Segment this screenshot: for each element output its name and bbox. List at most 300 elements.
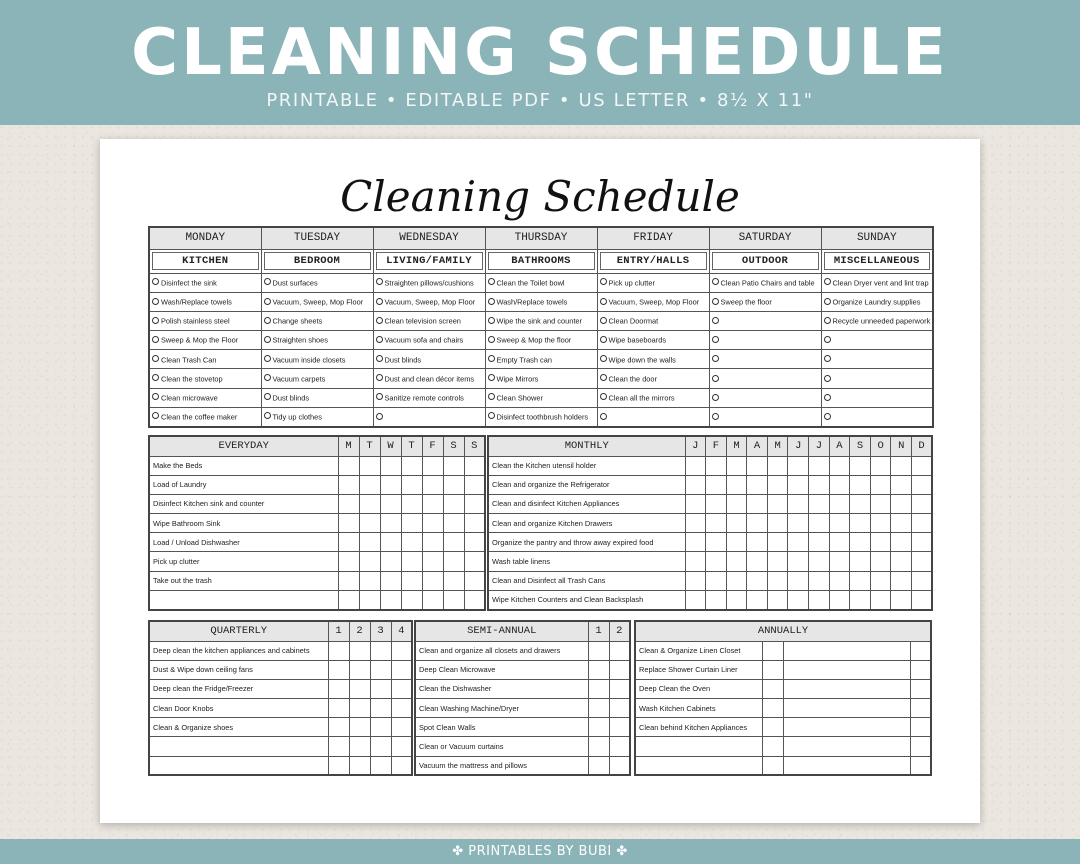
check-cell[interactable] bbox=[783, 699, 910, 718]
check-cell[interactable] bbox=[401, 571, 422, 590]
check-cell[interactable] bbox=[685, 533, 706, 552]
checkbox-circle-icon[interactable] bbox=[488, 393, 495, 400]
check-cell[interactable] bbox=[349, 756, 370, 775]
check-cell[interactable] bbox=[829, 494, 850, 513]
check-cell[interactable] bbox=[870, 475, 891, 494]
check-cell[interactable] bbox=[910, 699, 931, 718]
check-cell[interactable] bbox=[338, 571, 359, 590]
check-cell[interactable] bbox=[401, 475, 422, 494]
check-cell[interactable] bbox=[912, 494, 933, 513]
check-cell[interactable] bbox=[762, 699, 783, 718]
checkbox-circle-icon[interactable] bbox=[712, 413, 719, 420]
checkbox-circle-icon[interactable] bbox=[152, 355, 159, 362]
check-cell[interactable] bbox=[422, 571, 443, 590]
check-cell[interactable] bbox=[706, 552, 727, 571]
check-cell[interactable] bbox=[464, 552, 485, 571]
check-cell[interactable] bbox=[726, 514, 747, 533]
check-cell[interactable] bbox=[588, 718, 609, 737]
checkbox-circle-icon[interactable] bbox=[824, 394, 831, 401]
checkbox-circle-icon[interactable] bbox=[152, 412, 159, 419]
check-cell[interactable] bbox=[609, 718, 630, 737]
check-cell[interactable] bbox=[609, 679, 630, 698]
check-cell[interactable] bbox=[912, 552, 933, 571]
check-cell[interactable] bbox=[422, 475, 443, 494]
checkbox-circle-icon[interactable] bbox=[264, 336, 271, 343]
task-cell bbox=[261, 331, 373, 350]
checkbox-circle-icon[interactable] bbox=[264, 412, 271, 419]
check-cell[interactable] bbox=[850, 571, 871, 590]
check-cell[interactable] bbox=[464, 475, 485, 494]
check-cell[interactable] bbox=[685, 571, 706, 590]
check-cell[interactable] bbox=[809, 514, 830, 533]
check-cell[interactable] bbox=[809, 571, 830, 590]
check-cell[interactable] bbox=[910, 679, 931, 698]
check-cell[interactable] bbox=[829, 475, 850, 494]
period-column-header: A bbox=[747, 436, 768, 456]
checkbox-circle-icon[interactable] bbox=[264, 374, 271, 381]
check-cell[interactable] bbox=[422, 533, 443, 552]
checkbox-circle-icon[interactable] bbox=[152, 278, 159, 285]
room-header-row bbox=[149, 249, 933, 273]
check-cell[interactable] bbox=[422, 494, 443, 513]
check-cell[interactable] bbox=[588, 679, 609, 698]
checkbox-circle-icon[interactable] bbox=[152, 336, 159, 343]
check-cell[interactable] bbox=[685, 590, 706, 609]
check-cell[interactable] bbox=[370, 679, 391, 698]
table-row bbox=[488, 456, 932, 475]
check-cell[interactable] bbox=[391, 660, 412, 679]
checkbox-circle-icon[interactable] bbox=[712, 317, 719, 324]
check-cell[interactable] bbox=[829, 456, 850, 475]
checkbox-circle-icon[interactable] bbox=[600, 317, 607, 324]
check-cell[interactable] bbox=[912, 475, 933, 494]
checkbox-circle-icon[interactable] bbox=[376, 355, 383, 362]
check-cell[interactable] bbox=[850, 514, 871, 533]
check-cell[interactable] bbox=[809, 475, 830, 494]
check-cell[interactable] bbox=[891, 456, 912, 475]
check-cell[interactable] bbox=[370, 737, 391, 756]
task-label: Vacuum, Sweep, Mop Floor bbox=[608, 297, 700, 307]
checkbox-circle-icon[interactable] bbox=[712, 355, 719, 362]
checkbox-circle-icon[interactable] bbox=[824, 278, 831, 285]
check-cell[interactable] bbox=[891, 494, 912, 513]
check-cell[interactable] bbox=[891, 514, 912, 533]
check-cell[interactable] bbox=[783, 679, 910, 698]
check-cell[interactable] bbox=[359, 533, 380, 552]
checkbox-circle-icon[interactable] bbox=[600, 393, 607, 400]
check-cell[interactable] bbox=[338, 456, 359, 475]
check-cell[interactable] bbox=[609, 737, 630, 756]
check-cell[interactable] bbox=[391, 641, 412, 660]
check-cell[interactable] bbox=[380, 571, 401, 590]
check-cell[interactable] bbox=[829, 533, 850, 552]
check-cell[interactable] bbox=[788, 494, 809, 513]
check-cell[interactable] bbox=[891, 571, 912, 590]
check-cell[interactable] bbox=[870, 571, 891, 590]
check-cell[interactable] bbox=[870, 494, 891, 513]
check-cell[interactable] bbox=[767, 456, 788, 475]
check-cell[interactable] bbox=[401, 590, 422, 609]
check-cell[interactable] bbox=[685, 552, 706, 571]
checkbox-circle-icon[interactable] bbox=[488, 374, 495, 381]
task-label: Clean and Disinfect all Trash Cans bbox=[488, 571, 685, 590]
check-cell[interactable] bbox=[349, 737, 370, 756]
check-cell[interactable] bbox=[788, 533, 809, 552]
checkbox-circle-icon[interactable] bbox=[712, 375, 719, 382]
check-cell[interactable] bbox=[380, 552, 401, 571]
check-cell[interactable] bbox=[747, 475, 768, 494]
checkbox-circle-icon[interactable] bbox=[712, 278, 719, 285]
checkbox-circle-icon[interactable] bbox=[712, 394, 719, 401]
checkbox-circle-icon[interactable] bbox=[488, 298, 495, 305]
checkbox-circle-icon[interactable] bbox=[152, 317, 159, 324]
check-cell[interactable] bbox=[912, 571, 933, 590]
check-cell[interactable] bbox=[370, 641, 391, 660]
check-cell[interactable] bbox=[788, 514, 809, 533]
check-cell[interactable] bbox=[443, 494, 464, 513]
check-cell[interactable] bbox=[767, 552, 788, 571]
check-cell[interactable] bbox=[726, 475, 747, 494]
check-cell[interactable] bbox=[829, 514, 850, 533]
checkbox-circle-icon[interactable] bbox=[824, 336, 831, 343]
check-cell[interactable] bbox=[850, 552, 871, 571]
checkbox-circle-icon[interactable] bbox=[824, 355, 831, 362]
check-cell[interactable] bbox=[767, 590, 788, 609]
check-cell[interactable] bbox=[762, 756, 783, 775]
check-cell[interactable] bbox=[870, 552, 891, 571]
check-cell[interactable] bbox=[912, 590, 933, 609]
check-cell[interactable] bbox=[588, 699, 609, 718]
check-cell[interactable] bbox=[850, 475, 871, 494]
check-cell[interactable] bbox=[422, 590, 443, 609]
check-cell[interactable] bbox=[767, 514, 788, 533]
table-row bbox=[635, 660, 931, 679]
task-label: Disinfect Kitchen sink and counter bbox=[149, 494, 338, 513]
check-cell[interactable] bbox=[910, 660, 931, 679]
check-cell[interactable] bbox=[891, 475, 912, 494]
check-cell[interactable] bbox=[328, 718, 349, 737]
check-cell[interactable] bbox=[788, 590, 809, 609]
check-cell[interactable] bbox=[747, 590, 768, 609]
checkbox-circle-icon[interactable] bbox=[264, 317, 271, 324]
task-cell bbox=[597, 350, 709, 369]
check-cell[interactable] bbox=[422, 456, 443, 475]
checkbox-circle-icon[interactable] bbox=[152, 393, 159, 400]
check-cell[interactable] bbox=[809, 494, 830, 513]
check-cell[interactable] bbox=[726, 552, 747, 571]
check-cell[interactable] bbox=[912, 514, 933, 533]
check-cell[interactable] bbox=[380, 494, 401, 513]
check-cell[interactable] bbox=[380, 475, 401, 494]
check-cell[interactable] bbox=[588, 641, 609, 660]
check-cell[interactable] bbox=[443, 533, 464, 552]
check-cell[interactable] bbox=[706, 590, 727, 609]
check-cell[interactable] bbox=[767, 494, 788, 513]
check-cell[interactable] bbox=[588, 756, 609, 775]
check-cell[interactable] bbox=[788, 456, 809, 475]
check-cell[interactable] bbox=[391, 679, 412, 698]
check-cell[interactable] bbox=[685, 456, 706, 475]
check-cell[interactable] bbox=[401, 456, 422, 475]
checkbox-circle-icon[interactable] bbox=[488, 278, 495, 285]
check-cell[interactable] bbox=[809, 456, 830, 475]
check-cell[interactable] bbox=[349, 679, 370, 698]
check-cell[interactable] bbox=[443, 475, 464, 494]
check-cell[interactable] bbox=[829, 552, 850, 571]
check-cell[interactable] bbox=[328, 756, 349, 775]
check-cell[interactable] bbox=[359, 552, 380, 571]
check-cell[interactable] bbox=[391, 699, 412, 718]
check-cell[interactable] bbox=[609, 756, 630, 775]
checkbox-circle-icon[interactable] bbox=[152, 298, 159, 305]
check-cell[interactable] bbox=[328, 641, 349, 660]
check-cell[interactable] bbox=[609, 660, 630, 679]
check-cell[interactable] bbox=[443, 552, 464, 571]
checkbox-circle-icon[interactable] bbox=[376, 298, 383, 305]
period-column-header: F bbox=[706, 436, 727, 456]
check-cell[interactable] bbox=[370, 660, 391, 679]
check-cell[interactable] bbox=[338, 533, 359, 552]
check-cell[interactable] bbox=[380, 456, 401, 475]
task-cell bbox=[373, 369, 485, 388]
check-cell[interactable] bbox=[870, 590, 891, 609]
checkbox-circle-icon[interactable] bbox=[376, 393, 383, 400]
check-cell[interactable] bbox=[464, 590, 485, 609]
checkbox-circle-icon[interactable] bbox=[488, 317, 495, 324]
checkbox-circle-icon[interactable] bbox=[376, 336, 383, 343]
check-cell[interactable] bbox=[401, 552, 422, 571]
check-cell[interactable] bbox=[783, 737, 910, 756]
check-cell[interactable] bbox=[443, 514, 464, 533]
check-cell[interactable] bbox=[783, 756, 910, 775]
footer-brand: ✤ PRINTABLES BY BUBI ✤ bbox=[452, 844, 628, 859]
check-cell[interactable] bbox=[685, 514, 706, 533]
check-cell[interactable] bbox=[783, 660, 910, 679]
task-cell bbox=[709, 369, 821, 388]
check-cell[interactable] bbox=[910, 641, 931, 660]
check-cell[interactable] bbox=[783, 641, 910, 660]
check-cell[interactable] bbox=[726, 494, 747, 513]
check-cell[interactable] bbox=[422, 514, 443, 533]
check-cell[interactable] bbox=[685, 494, 706, 513]
check-cell[interactable] bbox=[726, 571, 747, 590]
check-cell[interactable] bbox=[706, 475, 727, 494]
checkbox-circle-icon[interactable] bbox=[824, 317, 831, 324]
check-cell[interactable] bbox=[762, 737, 783, 756]
checkbox-circle-icon[interactable] bbox=[600, 336, 607, 343]
check-cell[interactable] bbox=[891, 552, 912, 571]
check-cell[interactable] bbox=[685, 475, 706, 494]
check-cell[interactable] bbox=[338, 552, 359, 571]
check-cell[interactable] bbox=[912, 456, 933, 475]
check-cell[interactable] bbox=[850, 590, 871, 609]
task-cell bbox=[261, 273, 373, 292]
check-cell[interactable] bbox=[891, 590, 912, 609]
check-cell[interactable] bbox=[706, 456, 727, 475]
task-cell bbox=[709, 350, 821, 369]
check-cell[interactable] bbox=[338, 475, 359, 494]
check-cell[interactable] bbox=[391, 737, 412, 756]
check-cell[interactable] bbox=[588, 737, 609, 756]
check-cell[interactable] bbox=[443, 590, 464, 609]
check-cell[interactable] bbox=[706, 494, 727, 513]
check-cell[interactable] bbox=[370, 718, 391, 737]
check-cell[interactable] bbox=[788, 571, 809, 590]
check-cell[interactable] bbox=[762, 660, 783, 679]
checkbox-circle-icon[interactable] bbox=[264, 278, 271, 285]
checkbox-circle-icon[interactable] bbox=[488, 336, 495, 343]
check-cell[interactable] bbox=[726, 590, 747, 609]
checkbox-circle-icon[interactable] bbox=[600, 413, 607, 420]
check-cell[interactable] bbox=[380, 533, 401, 552]
check-cell[interactable] bbox=[359, 590, 380, 609]
checkbox-circle-icon[interactable] bbox=[376, 413, 383, 420]
check-cell[interactable] bbox=[706, 533, 727, 552]
check-cell[interactable] bbox=[349, 641, 370, 660]
check-cell[interactable] bbox=[850, 456, 871, 475]
check-cell[interactable] bbox=[338, 494, 359, 513]
checkbox-circle-icon[interactable] bbox=[600, 355, 607, 362]
check-cell[interactable] bbox=[762, 641, 783, 660]
check-cell[interactable] bbox=[349, 699, 370, 718]
check-cell[interactable] bbox=[359, 571, 380, 590]
checkbox-circle-icon[interactable] bbox=[264, 355, 271, 362]
checkbox-circle-icon[interactable] bbox=[600, 298, 607, 305]
task-label: Dust blinds bbox=[384, 355, 422, 365]
check-cell[interactable] bbox=[910, 737, 931, 756]
check-cell[interactable] bbox=[464, 533, 485, 552]
check-cell[interactable] bbox=[588, 660, 609, 679]
banner-title: CLEANING SCHEDULE bbox=[131, 16, 949, 90]
check-cell[interactable] bbox=[809, 590, 830, 609]
check-cell[interactable] bbox=[829, 571, 850, 590]
check-cell[interactable] bbox=[370, 699, 391, 718]
checkbox-circle-icon[interactable] bbox=[264, 298, 271, 305]
check-cell[interactable] bbox=[609, 641, 630, 660]
table-row bbox=[635, 737, 931, 756]
check-cell[interactable] bbox=[891, 533, 912, 552]
checkbox-circle-icon[interactable] bbox=[488, 412, 495, 419]
check-cell[interactable] bbox=[443, 456, 464, 475]
task-cell bbox=[709, 273, 821, 292]
checkbox-circle-icon[interactable] bbox=[488, 355, 495, 362]
check-cell[interactable] bbox=[767, 475, 788, 494]
check-cell[interactable] bbox=[762, 718, 783, 737]
check-cell[interactable] bbox=[328, 660, 349, 679]
check-cell[interactable] bbox=[706, 514, 727, 533]
check-cell[interactable] bbox=[359, 514, 380, 533]
check-cell[interactable] bbox=[910, 718, 931, 737]
check-cell[interactable] bbox=[380, 590, 401, 609]
check-cell[interactable] bbox=[726, 533, 747, 552]
checkbox-circle-icon[interactable] bbox=[824, 413, 831, 420]
checkbox-circle-icon[interactable] bbox=[824, 298, 831, 305]
check-cell[interactable] bbox=[762, 679, 783, 698]
check-cell[interactable] bbox=[788, 552, 809, 571]
check-cell[interactable] bbox=[391, 718, 412, 737]
check-cell[interactable] bbox=[706, 571, 727, 590]
check-cell[interactable] bbox=[850, 494, 871, 513]
check-cell[interactable] bbox=[747, 514, 768, 533]
table-row bbox=[149, 533, 485, 552]
check-cell[interactable] bbox=[870, 514, 891, 533]
checkbox-circle-icon[interactable] bbox=[600, 374, 607, 381]
task-label: Wipe Mirrors bbox=[496, 374, 539, 384]
checkbox-circle-icon[interactable] bbox=[824, 375, 831, 382]
task-cell bbox=[597, 292, 709, 311]
check-cell[interactable] bbox=[328, 699, 349, 718]
checkbox-circle-icon[interactable] bbox=[152, 374, 159, 381]
task-label: Straighten pillows/cushions bbox=[384, 278, 474, 288]
check-cell[interactable] bbox=[338, 514, 359, 533]
check-cell[interactable] bbox=[783, 718, 910, 737]
check-cell[interactable] bbox=[747, 494, 768, 513]
check-cell[interactable] bbox=[349, 718, 370, 737]
check-cell[interactable] bbox=[747, 552, 768, 571]
check-cell[interactable] bbox=[359, 456, 380, 475]
check-cell[interactable] bbox=[328, 679, 349, 698]
check-cell[interactable] bbox=[391, 756, 412, 775]
check-cell[interactable] bbox=[870, 456, 891, 475]
check-cell[interactable] bbox=[747, 456, 768, 475]
check-cell[interactable] bbox=[912, 533, 933, 552]
check-cell[interactable] bbox=[726, 456, 747, 475]
check-cell[interactable] bbox=[747, 533, 768, 552]
checkbox-circle-icon[interactable] bbox=[376, 374, 383, 381]
check-cell[interactable] bbox=[609, 699, 630, 718]
check-cell[interactable] bbox=[747, 571, 768, 590]
check-cell[interactable] bbox=[422, 552, 443, 571]
check-cell[interactable] bbox=[401, 514, 422, 533]
check-cell[interactable] bbox=[380, 514, 401, 533]
check-cell[interactable] bbox=[464, 514, 485, 533]
table-row bbox=[415, 718, 630, 737]
check-cell[interactable] bbox=[910, 756, 931, 775]
checkbox-circle-icon[interactable] bbox=[376, 317, 383, 324]
check-cell[interactable] bbox=[767, 571, 788, 590]
check-cell[interactable] bbox=[809, 533, 830, 552]
check-cell[interactable] bbox=[370, 756, 391, 775]
check-cell[interactable] bbox=[464, 571, 485, 590]
check-cell[interactable] bbox=[401, 494, 422, 513]
check-cell[interactable] bbox=[349, 660, 370, 679]
checkbox-circle-icon[interactable] bbox=[712, 298, 719, 305]
checkbox-circle-icon[interactable] bbox=[600, 278, 607, 285]
check-cell[interactable] bbox=[870, 533, 891, 552]
check-cell[interactable] bbox=[338, 590, 359, 609]
check-cell[interactable] bbox=[809, 552, 830, 571]
check-cell[interactable] bbox=[401, 533, 422, 552]
check-cell[interactable] bbox=[464, 494, 485, 513]
checkbox-circle-icon[interactable] bbox=[264, 393, 271, 400]
checkbox-circle-icon[interactable] bbox=[712, 336, 719, 343]
check-cell[interactable] bbox=[328, 737, 349, 756]
check-cell[interactable] bbox=[788, 475, 809, 494]
table-row bbox=[488, 590, 932, 609]
check-cell[interactable] bbox=[359, 494, 380, 513]
task-cell bbox=[485, 331, 597, 350]
check-cell[interactable] bbox=[850, 533, 871, 552]
table-row bbox=[149, 350, 933, 369]
check-cell[interactable] bbox=[829, 590, 850, 609]
check-cell[interactable] bbox=[443, 571, 464, 590]
checkbox-circle-icon[interactable] bbox=[376, 278, 383, 285]
check-cell[interactable] bbox=[767, 533, 788, 552]
table-row bbox=[415, 641, 630, 660]
check-cell[interactable] bbox=[359, 475, 380, 494]
task-cell bbox=[149, 292, 261, 311]
check-cell[interactable] bbox=[464, 456, 485, 475]
